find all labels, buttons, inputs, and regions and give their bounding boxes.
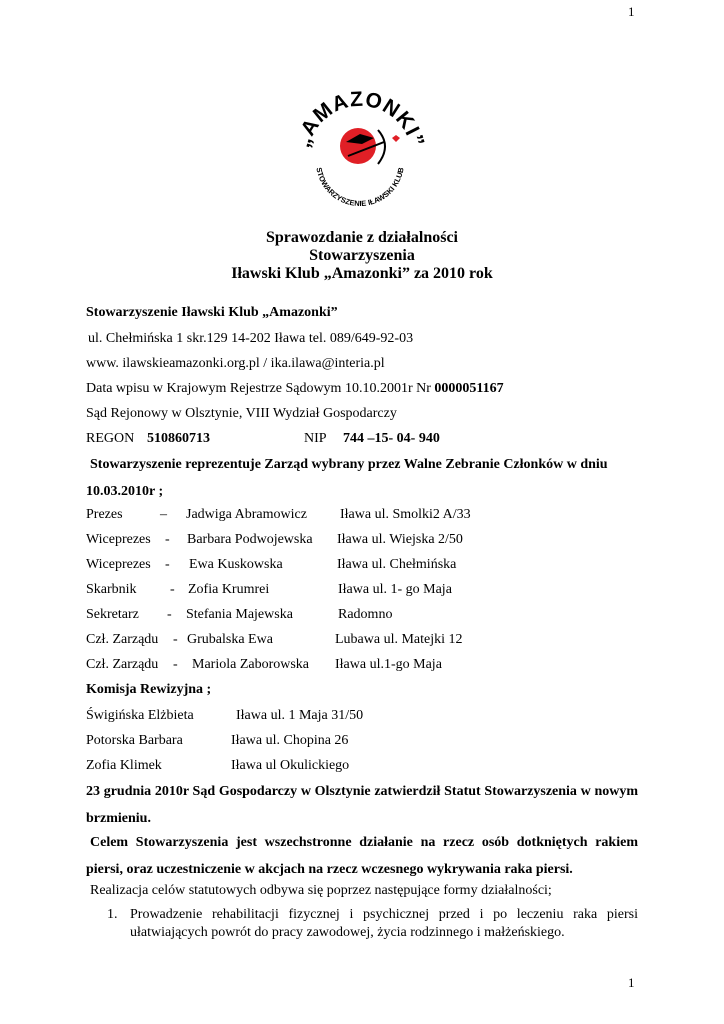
page-number-top: 1 xyxy=(628,4,635,19)
member-name: Barbara Podwojewska xyxy=(187,532,313,547)
member-dash: - xyxy=(167,607,172,622)
krs-number: 0000051167 xyxy=(434,381,504,396)
audit-member-name: Potorska Barbara xyxy=(86,733,183,748)
document-title-line2: Stowarzyszenia xyxy=(309,247,415,264)
member-address: Iława ul. Wiejska 2/50 xyxy=(337,532,463,547)
member-address: Lubawa ul. Matejki 12 xyxy=(335,632,463,647)
member-name: Zofia Krumrei xyxy=(188,582,270,597)
audit-member-address: Iława ul. Chopina 26 xyxy=(231,733,349,748)
audit-member-name: Zofia Klimek xyxy=(86,758,162,773)
krs-text: Data wpisu w Krajowym Rejestrze Sądowym 10.10.2001r Nr xyxy=(86,381,435,396)
list-item-line2: ułatwiających powrót do pracy zawodowej, życia rodzinnego i małżeńskiego. xyxy=(130,925,565,940)
member-role: Prezes xyxy=(86,507,123,522)
statute-paragraph: 23 grudnia 2010r Sąd Gospodarczy w Olsztynie zatwierdził Statut Stowarzyszenia w nowym brzmieniu. xyxy=(86,784,638,826)
member-dash: - xyxy=(165,557,170,572)
list-item-line1: Prowadzenie rehabilitacji fizycznej i psychicznej przed i po leczeniu raka piersi xyxy=(130,907,638,922)
forms-intro: Realizacja celów statutowych odbywa się poprzez następujące formy działalności; xyxy=(90,883,552,898)
member-dash: - xyxy=(173,632,178,647)
audit-member-address: Iława ul. 1 Maja 31/50 xyxy=(236,708,364,723)
board-intro-line2: 10.03.2010r ; xyxy=(86,484,164,499)
member-dash: - xyxy=(173,657,178,672)
document-title-line1: Sprawozdanie z działalności xyxy=(265,229,458,246)
org-court: Sąd Rejonowy w Olsztynie, VIII Wydział Gospodarczy xyxy=(86,406,397,421)
member-role: Wiceprezes xyxy=(86,532,151,547)
nip-value: 744 –15- 04- 940 xyxy=(343,431,440,446)
member-address: Iława ul.1-go Maja xyxy=(335,657,442,672)
member-address: Radomno xyxy=(338,607,393,622)
list-item-number: 1. xyxy=(107,907,118,922)
amazonki-logo xyxy=(288,82,432,226)
member-name: Jadwiga Abramowicz xyxy=(186,507,307,522)
nip-label: NIP xyxy=(304,431,327,446)
member-dash: – xyxy=(160,507,167,522)
goal-paragraph: Celem Stowarzyszenia jest wszechstronne działanie na rzecz osób dotkniętych rakiem piersi, oraz uczestniczenie w akcjach na rzecz wczesnego wykrywania raka piersi. xyxy=(86,835,638,877)
document-title-line3: Iławski Klub „Amazonki” za 2010 rok xyxy=(231,265,493,282)
member-name: Mariola Zaborowska xyxy=(192,657,310,672)
member-role: Skarbnik xyxy=(86,582,137,597)
member-role: Wiceprezes xyxy=(86,557,151,572)
regon-label: REGON xyxy=(86,431,135,446)
member-address: Iława ul. Smolki2 A/33 xyxy=(340,507,471,522)
audit-member-name: Świgińska Elżbieta xyxy=(86,708,194,723)
member-dash: - xyxy=(170,582,175,597)
member-address: Iława ul. 1- go Maja xyxy=(338,582,452,597)
org-krs xyxy=(86,381,504,397)
member-name: Grubalska Ewa xyxy=(187,632,273,647)
audit-member-address: Iława ul Okulickiego xyxy=(231,758,350,773)
member-name: Stefania Majewska xyxy=(186,607,293,622)
svg-text:STOWARZYSZENIE IŁAWSKI KLUB xyxy=(314,166,405,208)
org-name: Stowarzyszenie Iławski Klub „Amazonki” xyxy=(86,305,338,320)
member-dash: - xyxy=(165,532,170,547)
member-role: Sekretarz xyxy=(86,607,139,622)
audit-heading: Komisja Rewizyjna ; xyxy=(86,682,212,697)
logo-ring-text: STOWARZYSZENIE IŁAWSKI KLUB xyxy=(314,166,406,209)
org-address: ul. Chełmińska 1 skr.129 14-202 Iława tel. 089/649-92-03 xyxy=(88,331,414,346)
member-role: Czł. Zarządu xyxy=(86,657,159,672)
logo-arc-text: „AMAZONKI” xyxy=(291,87,429,150)
member-address: Iława ul. Chełmińska xyxy=(337,557,457,572)
page-number-bottom: 1 xyxy=(628,975,635,990)
board-intro-line1: Stowarzyszenie reprezentuje Zarząd wybrany przez Walne Zebranie Członków w dniu xyxy=(90,457,608,472)
regon-value: 510860713 xyxy=(147,431,210,446)
org-web-email: www. ilawskieamazonki.org.pl / ika.ilawa@interia.pl xyxy=(86,356,385,371)
member-name: Ewa Kuskowska xyxy=(189,557,283,572)
member-role: Czł. Zarządu xyxy=(86,632,159,647)
